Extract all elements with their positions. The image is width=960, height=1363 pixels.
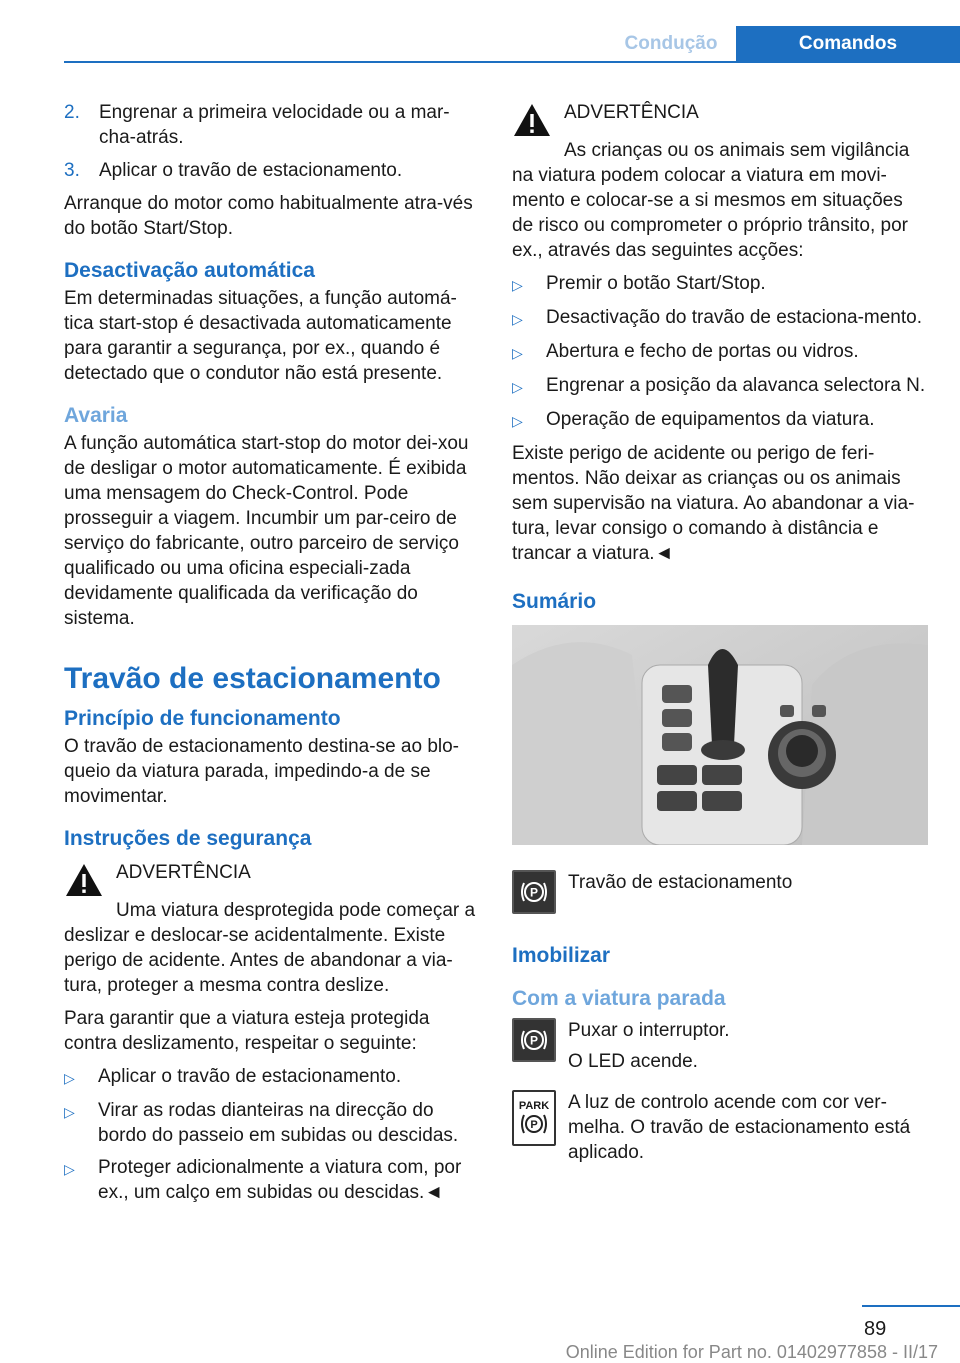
list-item-text: Premir o botão Start/Stop. bbox=[546, 273, 766, 294]
step-item bbox=[64, 100, 478, 150]
warning-icon bbox=[512, 102, 552, 138]
paragraph: A função automática start-stop do motor dei-xou de desligar o motor automaticamente. É exibida uma mensagem do Check-Control. Pode prosseguir a viagem. Incumbir um par-ceiro de serviço do fabricante, outro parceiro de serviço qualificado ou uma oficina especiali-zada devidamente qualificada da verificação do sistema. bbox=[64, 433, 469, 629]
svg-text:P: P bbox=[530, 1119, 538, 1131]
paragraph: Em determinadas situações, a função automá-tica start-stop é desactivada automaticamente para garantir a segurança, por ex., quando é detectado que o condutor não está presente. bbox=[64, 288, 457, 384]
bullet-triangle-icon: ▷ bbox=[64, 1161, 75, 1177]
list-item bbox=[512, 373, 928, 400]
park-indicator-label: PARK bbox=[518, 1100, 550, 1112]
heading-sumario: Sumário bbox=[512, 590, 597, 613]
warning-title: ADVERTÊNCIA bbox=[564, 102, 699, 123]
tab-comandos[interactable]: Comandos bbox=[736, 26, 960, 62]
parking-brake-icon bbox=[512, 1018, 556, 1062]
list-item-text: Aplicar o travão de estacionamento. bbox=[98, 1066, 402, 1087]
paragraph: Existe perigo de acidente ou perigo de feri-mentos. Não deixar as crianças ou os animais sem supervisão na viatura. Ao abandonar a via-tura, levar consigo o comando à distância e trancar a viatura.◄ bbox=[512, 443, 915, 564]
heading-seguranca: Instruções de segurança bbox=[64, 827, 312, 850]
left-column bbox=[64, 100, 478, 1212]
instruction-row bbox=[512, 1018, 928, 1074]
list-item-text: Proteger adicionalmente a viatura com, por ex., um calço em subidas ou descidas.◄ bbox=[98, 1157, 462, 1203]
heading-viatura-parada: Com a viatura parada bbox=[512, 987, 726, 1010]
indicator-row bbox=[512, 1090, 928, 1165]
step-number: 3. bbox=[64, 160, 80, 181]
heading-principio: Princípio de funcionamento bbox=[64, 707, 341, 730]
parking-brake-icon bbox=[512, 870, 556, 914]
paragraph: Arranque do motor como habitualmente atra-vés do botão Start/Stop. bbox=[64, 193, 473, 239]
list-item bbox=[512, 407, 928, 434]
footer-rule bbox=[862, 1305, 960, 1307]
list-item-text: Engrenar a posição da alavanca selectora N. bbox=[546, 375, 926, 396]
console-photo bbox=[512, 625, 928, 845]
list-item bbox=[64, 1155, 478, 1205]
page-number: 89 bbox=[864, 1318, 887, 1340]
warning-block bbox=[64, 860, 478, 998]
instruction-text: Puxar o interruptor. bbox=[568, 1020, 730, 1041]
paragraph: Para garantir que a viatura esteja protegida contra deslizamento, respeitar o seguinte: bbox=[64, 1008, 430, 1054]
heading-desactivacao: Desactivação automática bbox=[64, 259, 315, 282]
bullet-triangle-icon: ▷ bbox=[512, 277, 523, 293]
right-column bbox=[512, 100, 928, 1173]
list-item-text: Operação de equipamentos da viatura. bbox=[546, 409, 875, 430]
list-item bbox=[64, 1064, 478, 1091]
bullet-triangle-icon: ▷ bbox=[512, 413, 523, 429]
instruction-text: O LED acende. bbox=[568, 1051, 698, 1072]
list-item-text: Virar as rodas dianteiras na direcção do bordo do passeio em subidas ou descidas. bbox=[98, 1100, 459, 1146]
park-indicator-icon bbox=[512, 1090, 556, 1146]
warning-block bbox=[512, 100, 928, 263]
bullet-triangle-icon: ▷ bbox=[64, 1070, 75, 1086]
list-item bbox=[512, 339, 928, 366]
step-number: 2. bbox=[64, 102, 80, 123]
edition-footer: Online Edition for Part no. 01402977858 - II/17 bbox=[565, 1342, 938, 1362]
step-text: Aplicar o travão de estacionamento. bbox=[99, 160, 403, 181]
heading-imobilizar: Imobilizar bbox=[512, 944, 611, 967]
bullet-triangle-icon: ▷ bbox=[512, 345, 523, 361]
list-item bbox=[512, 305, 928, 332]
caption-text: Travão de estacionamento bbox=[568, 872, 793, 893]
warning-text: Uma viatura desprotegida pode começar a deslizar e deslocar-se acidentalmente. Existe perigo de acidente. Antes de abandonar a via-tura, proteger a mesma contra deslize. bbox=[64, 900, 476, 996]
page-header bbox=[0, 0, 960, 62]
svg-text:P: P bbox=[529, 1033, 539, 1048]
heading-avaria: Avaria bbox=[64, 404, 128, 427]
list-item bbox=[64, 1098, 478, 1148]
warning-icon bbox=[64, 862, 104, 898]
svg-text:P: P bbox=[529, 885, 539, 900]
bullet-triangle-icon: ▷ bbox=[512, 379, 523, 395]
warning-title: ADVERTÊNCIA bbox=[116, 862, 251, 883]
bullet-triangle-icon: ▷ bbox=[512, 311, 523, 327]
list-item bbox=[512, 271, 928, 298]
tab-conducao[interactable]: Condução bbox=[624, 33, 718, 54]
step-item bbox=[64, 158, 478, 183]
paragraph: O travão de estacionamento destina-se ao blo-queio da viatura parada, impedindo-a de se movimentar. bbox=[64, 736, 460, 807]
list-item-text: Desactivação do travão de estaciona-mento. bbox=[546, 307, 922, 328]
step-text: Engrenar a primeira velocidade ou a mar-cha-atrás. bbox=[99, 102, 450, 148]
header-rule bbox=[64, 61, 960, 63]
caption-row bbox=[512, 870, 928, 914]
warning-text: As crianças ou os animais sem vigilância na viatura podem colocar a viatura em movi-mento e colocar-se a si mesmos em situações de risco ou comprometer o próprio trânsito, por ex., através das seguintes acções: bbox=[512, 140, 910, 261]
heading-travao: Travão de estacionamento bbox=[64, 662, 441, 695]
indicator-text: A luz de controlo acende com cor ver-melha. O travão de estacionamento está aplicado. bbox=[568, 1092, 911, 1163]
bullet-triangle-icon: ▷ bbox=[64, 1104, 75, 1120]
list-item-text: Abertura e fecho de portas ou vidros. bbox=[546, 341, 859, 362]
